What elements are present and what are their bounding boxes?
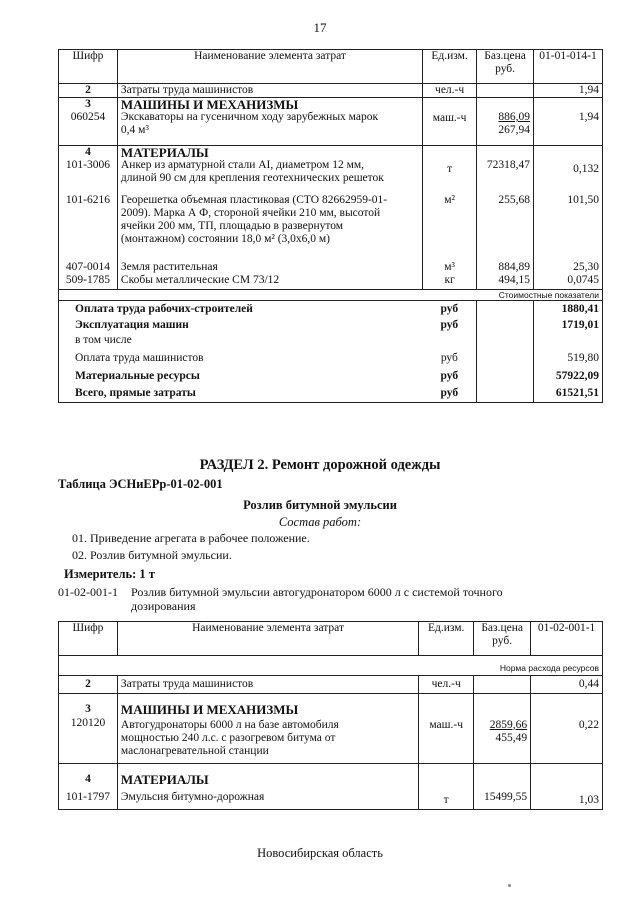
- totals-row: Эксплуатация машин руб 1719,01: [59, 319, 603, 332]
- resource-table-1: [58, 49, 603, 403]
- table-row: 101-6216 Георешетка объемная пластиковая (СТО 82662959-01- 2009). Марка А Ф, стороной ячейки 210 мм, высотой ячейки 200 мм, ТП, площадью в развернутом (монтажном) состоянии 18,0 м² (3,0х6,0 м) м² 255,68 101,50: [59, 191, 603, 257]
- table-header-row: [59, 622, 603, 656]
- table-row: 120120 Автогудронаторы 6000 л на базе автомобиля мощностью 240 л.с. с разогревом битума от маслонагревательной станции маш.-ч 2859,66 455,49 0,22: [59, 716, 603, 764]
- section-title: РАЗДЕЛ 2. Ремонт дорожной одежды: [199, 457, 441, 473]
- table-row: 2 Затраты труда машинистов чел.-ч 0,44: [59, 676, 603, 694]
- table-row: 060254 Экскаваторы на гусеничном ходу зарубежных марок 0,4 м³ маш.-ч 886,09 267,94 1,94: [59, 111, 603, 145]
- item-description-cont: дозирования: [131, 599, 196, 613]
- header-code: Шифр: [59, 50, 118, 84]
- header-price: Баз.цена руб.: [477, 50, 534, 84]
- footer-region: Новосибирская область: [257, 846, 383, 860]
- header-column-code: 01-01-014-1: [534, 50, 603, 84]
- header-name: Наименование элемента затрат: [117, 622, 418, 656]
- table-row: 3 МАШИНЫ И МЕХАНИЗМЫ: [59, 98, 603, 112]
- header-code: Шифр: [59, 622, 118, 656]
- resource-norm-note: Норма расхода ресурсов: [59, 656, 603, 676]
- cost-indicators-note: Стоимостные показатели: [59, 290, 603, 301]
- table-row: 509-1785 Скобы металлические СМ 73/12 кг 494,15 0,0745: [59, 274, 603, 290]
- table-row: [59, 656, 603, 676]
- table-row: [59, 290, 603, 301]
- item-code: 01-02-001-1: [58, 585, 118, 599]
- work-title: Розлив битумной эмульсии: [243, 498, 397, 512]
- header-name: Наименование элемента затрат: [117, 50, 422, 84]
- totals-row: Всего, прямые затраты руб 61521,51: [59, 385, 603, 403]
- resource-table-2: [58, 621, 603, 810]
- table-row: 101-1797 Эмульсия битумно-дорожная т 15499,55 1,03: [59, 786, 603, 810]
- composition-title: Состав работ:: [278, 515, 362, 529]
- totals-row: Материальные ресурсы руб 57922,09: [59, 368, 603, 385]
- table-row: 2 Затраты труда машинистов чел.-ч 1,94: [59, 84, 603, 98]
- item-description: Розлив битумной эмульсии автогудронатором 6000 л с системой точного: [131, 585, 503, 599]
- scan-speck: [508, 884, 511, 887]
- totals-row: в том числе: [59, 332, 603, 350]
- meter-label: Измеритель: 1 т: [64, 567, 155, 581]
- header-price: Баз.цена руб.: [474, 622, 531, 656]
- table-row: 3 МАШИНЫ И МЕХАНИЗМЫ: [59, 694, 603, 716]
- page-number: 17: [313, 20, 327, 35]
- header-unit: Ед.изм.: [419, 622, 474, 656]
- work-step: 01. Приведение агрегата в рабочее положение.: [72, 531, 310, 545]
- table-row: 101-3006 Анкер из арматурной стали AI, диаметром 12 мм, длиной 90 см для крепления геотехнических решеток т 72318,47 0,132: [59, 159, 603, 191]
- table-row: 4 МАТЕРИАЛЫ: [59, 764, 603, 786]
- table-row: 4 МАТЕРИАЛЫ: [59, 145, 603, 159]
- work-step: 02. Розлив битумной эмульсии.: [72, 548, 232, 562]
- header-unit: Ед.изм.: [423, 50, 477, 84]
- table-label: Таблица ЭСНиЕРр-01-02-001: [58, 477, 223, 491]
- table-row: 407-0014 Земля растительная м³ 884,89 25,30: [59, 257, 603, 274]
- table-header-row: [59, 50, 603, 84]
- header-column-code: 01-02-001-1: [531, 622, 603, 656]
- totals-row: Оплата труда машинистов руб 519,80: [59, 350, 603, 368]
- totals-row: Оплата труда рабочих-строителей руб 1880,41: [59, 301, 603, 319]
